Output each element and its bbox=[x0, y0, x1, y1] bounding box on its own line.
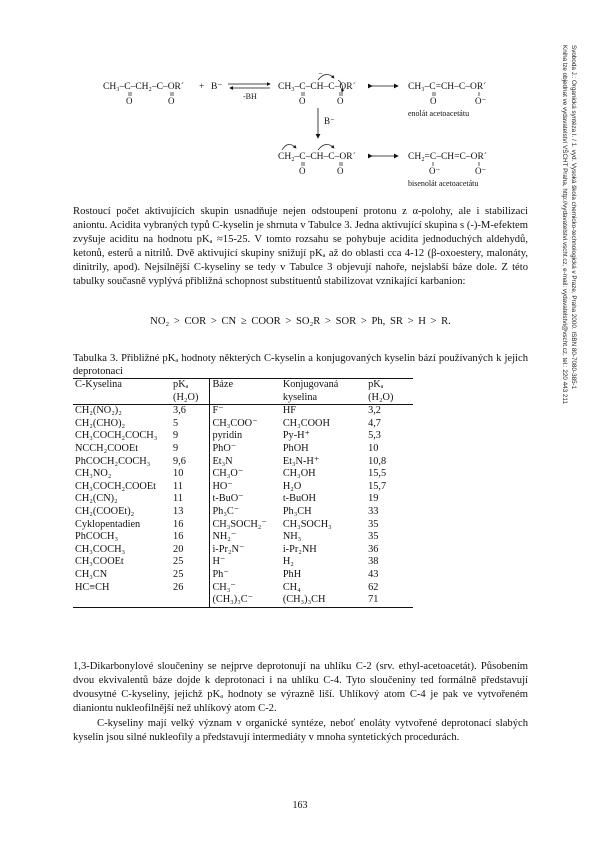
dianion-oxygen-2: O bbox=[337, 166, 344, 176]
table-cell: HF bbox=[282, 405, 296, 417]
reactant-oxygen-2: O bbox=[168, 96, 175, 106]
table-cell: Py-H⁺ bbox=[282, 430, 310, 442]
dianion-formula: CH₂–C–CH–C–OR´ bbox=[278, 152, 356, 162]
table-row bbox=[73, 569, 413, 582]
reactant-oxygen-1: O bbox=[126, 96, 133, 106]
table-cell: 38 bbox=[368, 556, 379, 568]
table-cell bbox=[171, 594, 210, 607]
header-pka-2: pKₐ bbox=[366, 379, 413, 392]
enolate-formula: CH₃–C=CH–C–OR´ bbox=[408, 82, 487, 92]
header-sub: kyselina bbox=[281, 392, 366, 405]
table-cell: H₂ bbox=[282, 556, 294, 568]
anion-formula: CH₃–C–CH–C–OR´ bbox=[278, 82, 356, 92]
table-caption: Tabulka 3. Přibližné pKₐ hodnoty některých C-kyselin a konjugovaných kyselin bází používaných k jejich deprotonaci bbox=[73, 353, 528, 377]
table-cell: CH₃COCH₃ bbox=[75, 543, 126, 555]
table-cell: 3,6 bbox=[173, 405, 186, 417]
header-sub bbox=[210, 392, 281, 405]
table-cell: 9 bbox=[173, 442, 179, 454]
enolate-label: enolát acetoacetátu bbox=[408, 109, 470, 118]
table-cell: CH₃⁻ bbox=[210, 582, 281, 595]
table-cell: CH₃CN bbox=[75, 568, 108, 580]
table-cell: PhCOCH₂COCH₃ bbox=[75, 455, 151, 467]
table-row bbox=[73, 582, 413, 595]
pka-table bbox=[73, 378, 413, 608]
table-cell: F⁻ bbox=[210, 405, 281, 418]
table-cell: 5 bbox=[173, 417, 179, 429]
table-cell: CH₃COOEt bbox=[75, 556, 124, 568]
header-pka: pKₐ bbox=[171, 379, 210, 392]
table-cell: 35 bbox=[368, 518, 379, 530]
table-cell: CH₂(NO₂)₂ bbox=[75, 405, 122, 417]
table-cell: CH₃COOH bbox=[282, 417, 330, 429]
table-cell: PhH bbox=[282, 568, 302, 580]
table-cell: 5,3 bbox=[368, 430, 381, 442]
table-cell: 11 bbox=[173, 480, 183, 492]
table-cell: 16 bbox=[173, 518, 184, 530]
side-note bbox=[560, 45, 578, 745]
table-cell: 62 bbox=[368, 581, 379, 593]
table-cell: CH₃COCH₂COOEt bbox=[75, 480, 156, 492]
table-cell: 15,7 bbox=[368, 480, 387, 492]
table-row bbox=[73, 493, 413, 506]
table-row bbox=[73, 519, 413, 532]
anion-charge: ⁻ bbox=[318, 70, 323, 80]
table-cell: 43 bbox=[368, 568, 379, 580]
table-cell: CH₃SOCH₃ bbox=[282, 518, 332, 530]
plus-sign: + bbox=[199, 82, 205, 92]
enolate-oxygen-1: O bbox=[430, 96, 437, 106]
table-cell: 13 bbox=[173, 505, 184, 517]
table-cell: 4,7 bbox=[368, 417, 381, 429]
base-anion-2: B⁻ bbox=[324, 116, 335, 126]
table-row bbox=[73, 506, 413, 519]
table-row bbox=[73, 418, 413, 431]
header-conjugate: Konjugovaná bbox=[281, 379, 366, 392]
table-cell: 11 bbox=[173, 493, 183, 505]
side-note-line-2: Kniha lze objednat ve vydavatelství VŠCHT Praha, http://vydavatelstvi.vscht.cz, e-mail: vydavatelstvi@vscht.cz, tel.: 220 443 211 bbox=[561, 45, 568, 404]
table-cell: CH₃OH bbox=[282, 468, 316, 480]
table-cell: CH₃COCH₂COCH₃ bbox=[75, 430, 158, 442]
table-cell: CH₃SOCH₂⁻ bbox=[210, 519, 281, 532]
reactant-formula: CH₃–C–CH₂–C–OR´ bbox=[103, 82, 185, 92]
table-cell: (CH₃)₃CH bbox=[281, 594, 366, 607]
table-cell: H₂O bbox=[282, 480, 302, 492]
header-base: Báze bbox=[210, 379, 281, 392]
table-cell: Et₃N bbox=[210, 456, 281, 469]
bisenolate-formula: CH₂=C–CH=C–OR´ bbox=[408, 152, 487, 162]
table-cell: 25 bbox=[173, 568, 184, 580]
table-cell: Ph⁻ bbox=[210, 569, 281, 582]
table-cell: PhOH bbox=[282, 442, 309, 454]
reaction-scheme bbox=[0, 0, 600, 200]
table-cell: pyridin bbox=[210, 430, 281, 443]
table-cell: NH₂⁻ bbox=[210, 531, 281, 544]
bisenolate-oxygen-1: O⁻ bbox=[429, 166, 441, 176]
table-row bbox=[73, 456, 413, 469]
table-row bbox=[73, 405, 413, 418]
table-header-row bbox=[73, 379, 413, 392]
table-cell: 9,6 bbox=[173, 455, 186, 467]
substituent-series: NO₂ > COR > CN ≥ COOR > SO₂R > SOR > Ph, SR > H > R. bbox=[150, 316, 451, 327]
table-cell: i-Pr₂NH bbox=[282, 543, 317, 555]
table-row bbox=[73, 481, 413, 494]
header-sub: (H₂O) bbox=[366, 392, 413, 405]
header-sub: (H₂O) bbox=[171, 392, 210, 405]
table-row bbox=[73, 430, 413, 443]
table-cell: 35 bbox=[368, 531, 379, 543]
enolate-oxygen-2: O⁻ bbox=[475, 96, 487, 106]
table-cell: 71 bbox=[366, 594, 413, 607]
table-cell: NH₃ bbox=[282, 531, 302, 543]
table-cell: Ph₃C⁻ bbox=[210, 506, 281, 519]
table-cell: PhCOCH₃ bbox=[75, 531, 119, 543]
table-row bbox=[73, 594, 413, 607]
table-cell: CH₂(CHO)₂ bbox=[75, 417, 126, 429]
table-cell: H⁻ bbox=[210, 556, 281, 569]
header-sub bbox=[73, 392, 171, 405]
table-cell: 26 bbox=[173, 581, 184, 593]
table-cell: 10 bbox=[173, 468, 184, 480]
table-cell: t-BuOH bbox=[282, 493, 316, 505]
side-note-line-1: Svoboda J.: Organická syntéza I. / 1. vyd. Vysoká škola chemicko-technologická v Praze, Praha 2000. ISBN 80-7080-385-1 bbox=[570, 45, 577, 390]
table-row bbox=[73, 556, 413, 569]
header-c-acid: C-Kyselina bbox=[73, 379, 171, 392]
table-cell: HC≡CH bbox=[75, 581, 110, 593]
table-row bbox=[73, 531, 413, 544]
table-cell: 15,5 bbox=[368, 468, 387, 480]
table-header-row bbox=[73, 392, 413, 405]
dianion-oxygen-1: O bbox=[299, 166, 306, 176]
table-cell: 36 bbox=[368, 543, 379, 555]
paragraph-synthesis: C-kyseliny mají velký význam v organické syntéze, neboť enoláty vytvořené deprotonací slabých kyselin jsou silné nukleofily a představují intermediáty v mnoha syntetických procedurách. bbox=[73, 718, 528, 743]
table-cell: (CH₃)₃C⁻ bbox=[210, 594, 281, 607]
table-cell: i-Pr₂N⁻ bbox=[210, 544, 281, 557]
paragraph-dicarbonyl: 1,3-Dikarbonylové sloučeniny se nejprve deprotonují na uhlíku C-2 (srv. ethyl-acetoacetát). Působením dvou ekvivalentů báze dojde k deprotonaci i na uhlíku C-4. Tyto sloučeniny ted formálně představují dvousytné C-kyseliny, jejichž pKₐ hodnoty se výrazně liší. Uhlíkový atom C-4 je pak ve vytvořeném dianiontu nukleofilnější než uhlíkový atom C-2. bbox=[73, 661, 528, 714]
table-row bbox=[73, 443, 413, 456]
table-cell: Ph₃CH bbox=[282, 505, 312, 517]
table-cell: 3,2 bbox=[368, 405, 381, 417]
anion-oxygen-1: O bbox=[299, 96, 306, 106]
table-cell: CH₃NO₂ bbox=[75, 468, 112, 480]
table-cell: 10 bbox=[368, 442, 379, 454]
table-cell: 19 bbox=[368, 493, 379, 505]
table-cell: 20 bbox=[173, 543, 184, 555]
minus-bh-label: -BH bbox=[243, 92, 257, 101]
table-cell: CH₂(CN)₂ bbox=[75, 493, 118, 505]
base-anion: B⁻ bbox=[211, 82, 223, 92]
table-cell: CH₂(COOEt)₂ bbox=[75, 505, 135, 517]
bisenolate-oxygen-2: O⁻ bbox=[475, 166, 487, 176]
table-cell: 16 bbox=[173, 531, 184, 543]
bisenolate-label: bisenolát acetoacetátu bbox=[408, 179, 479, 188]
table-cell: 9 bbox=[173, 430, 179, 442]
table-cell: t-BuO⁻ bbox=[210, 493, 281, 506]
anion-oxygen-2: O bbox=[337, 96, 344, 106]
table-cell: CH₄ bbox=[282, 581, 301, 593]
table-cell: PhO⁻ bbox=[210, 443, 281, 456]
page-number: 163 bbox=[292, 800, 308, 811]
table-cell: 25 bbox=[173, 556, 184, 568]
table-row bbox=[73, 544, 413, 557]
table-cell: Cyklopentadien bbox=[75, 518, 141, 530]
table-cell: 33 bbox=[368, 505, 379, 517]
table-cell: Et₃N-H⁺ bbox=[282, 455, 320, 467]
paragraph-acidity: Rostoucí počet aktivujících skupin usnadňuje nejen odstoupení protonu z α-polohy, ale i stabilizaci aniontu. Acidita vybraných typů C-kyselin je shrnuta v Tabulce 3. Jedna aktivující skupina s (-)-M-efektem zvyšuje aciditu na hodnotu pKₐ ≈15-25. V tomto rozsahu se pohybuje acidita jednoduchých aldehydů, ketonů, esterů a nitrilů. Dvě aktivující skupiny snižují pKₐ až do oblasti cca 4-12 (β-oxoestery, malonáty, dinitrily, apod). Nejsilnější C-kyseliny se tedy v Tabulce 3 objevují nahoře, nejslabší báze dole. Z této tabulky současně vyplývá přibližná schopnost substituentů stabilizovat vznikající karbanion: bbox=[73, 206, 528, 287]
table-cell: CH₃O⁻ bbox=[210, 468, 281, 481]
table-cell: HO⁻ bbox=[210, 481, 281, 494]
table-cell: CH₃COO⁻ bbox=[210, 418, 281, 431]
table-row bbox=[73, 468, 413, 481]
table-cell: 10,8 bbox=[368, 455, 387, 467]
table-cell bbox=[73, 594, 171, 607]
table-cell: NCCH₂COOEt bbox=[75, 442, 139, 454]
